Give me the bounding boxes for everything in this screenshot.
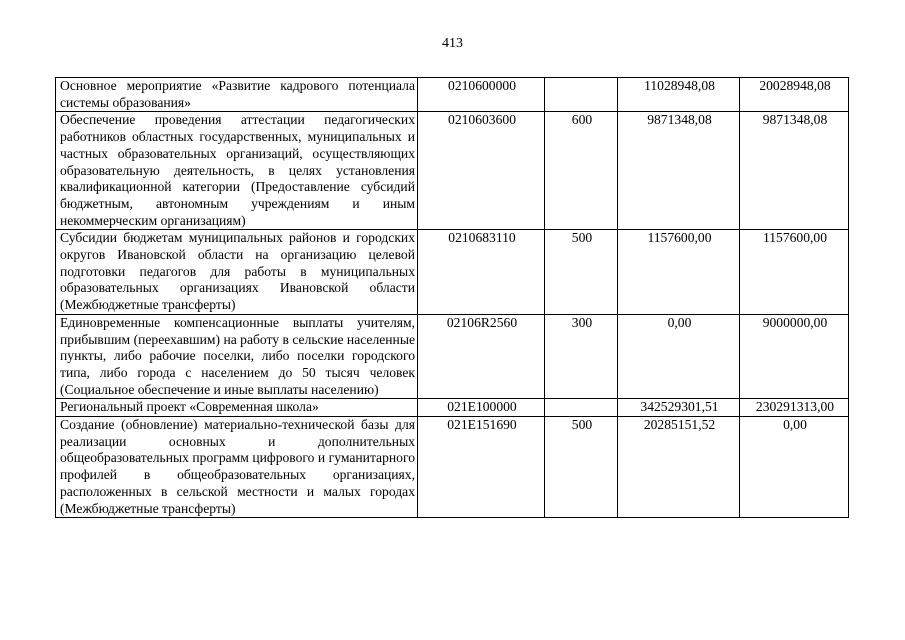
row-name: Региональный проект «Современная школа»: [60, 399, 319, 415]
row-amount-1: 1157600,00: [618, 230, 740, 315]
row-amount-1: 342529301,51: [618, 399, 740, 417]
row-code: 0210683110: [418, 230, 545, 315]
row-name-cell: [56, 417, 418, 518]
row-amount-1: 0,00: [618, 314, 740, 399]
row-expense-type: 300: [545, 314, 618, 399]
row-name: Основное мероприятие «Развитие кадрового потенциала системы образования»: [60, 78, 415, 110]
row-expense-type: 500: [545, 417, 618, 518]
row-name: Единовременные компенсационные выплаты учителям, прибывшим (переехавшим) на работу в сельские населенные пункты, либо рабочие поселки, либо поселки городского типа, либо города с населением до 50 тысяч человек (Социальное обеспечение и иные выплаты населению): [60, 314, 415, 397]
row-amount-2: 230291313,00: [740, 399, 849, 417]
table-row: [56, 112, 849, 230]
row-name-cell: [56, 314, 418, 399]
row-name-cell: [56, 399, 418, 417]
row-name-cell: [56, 230, 418, 315]
row-amount-2: 1157600,00: [740, 230, 849, 315]
row-name-cell: [56, 78, 418, 112]
row-amount-1: 11028948,08: [618, 78, 740, 112]
row-amount-2: 9871348,08: [740, 112, 849, 230]
row-expense-type: 600: [545, 112, 618, 230]
table-row: [56, 399, 849, 417]
row-amount-2: 9000000,00: [740, 314, 849, 399]
row-code: 021E100000: [418, 399, 545, 417]
table-row: [56, 230, 849, 315]
row-expense-type: 500: [545, 230, 618, 315]
row-code: 0210600000: [418, 78, 545, 112]
row-amount-1: 20285151,52: [618, 417, 740, 518]
row-name: Создание (обновление) материально-технической базы для реализации основных и дополнительных общеобразовательных программ цифрового и гуманитарного профилей в общеобразовательных организациях, расположенных в сельской местности и малых городах (Межбюджетные трансферты): [60, 417, 415, 516]
row-code: 0210603600: [418, 112, 545, 230]
table-row: [56, 78, 849, 112]
row-amount-2: 20028948,08: [740, 78, 849, 112]
table-row: [56, 417, 849, 518]
table-row: [56, 314, 849, 399]
row-name: Обеспечение проведения аттестации педагогических работников областных государственных, муниципальных и частных образовательных организаций, осуществляющих образовательную деятельность, в целях установления квалификационной категории (Предоставление субсидий бюджетным, автономным учреждениям и иным некоммерческим организациям): [60, 112, 415, 228]
row-amount-1: 9871348,08: [618, 112, 740, 230]
row-expense-type: [545, 78, 618, 112]
row-expense-type: [545, 399, 618, 417]
row-name: Субсидии бюджетам муниципальных районов и городских округов Ивановской области на организацию целевой подготовки педагогов для работы в муниципальных образовательных организациях Ивановской области (Межбюджетные трансферты): [60, 230, 415, 313]
row-code: 02106R2560: [418, 314, 545, 399]
page-number: 413: [442, 36, 463, 51]
row-amount-2: 0,00: [740, 417, 849, 518]
budget-table: [55, 77, 849, 518]
row-code: 021E151690: [418, 417, 545, 518]
row-name-cell: [56, 112, 418, 230]
